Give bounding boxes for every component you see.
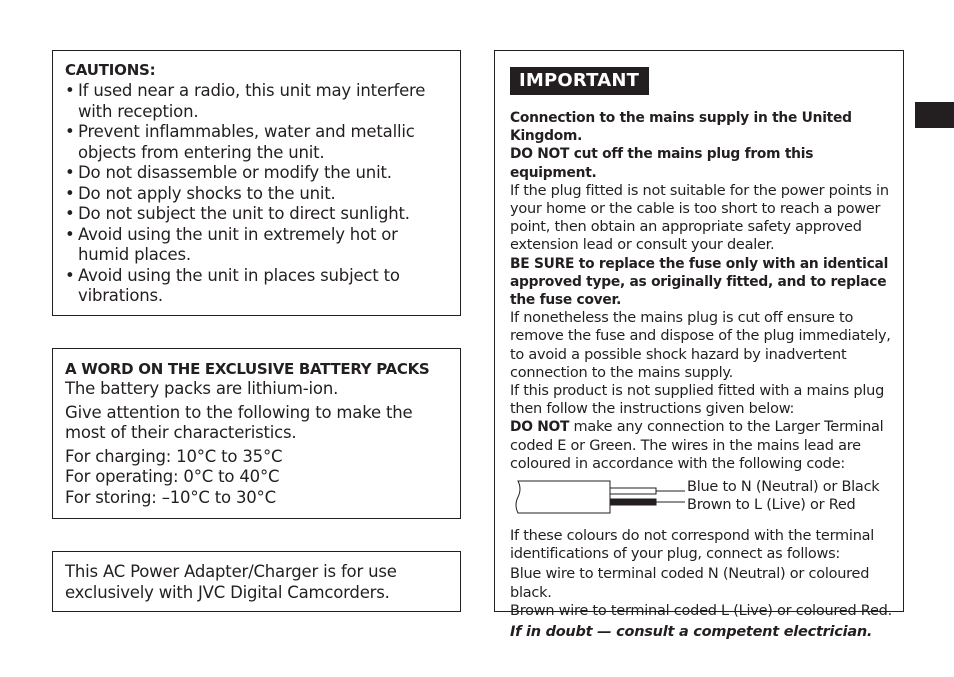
battery-packs-box [52, 348, 461, 519]
wire-labels [687, 478, 879, 514]
important-para-2: If nonetheless the mains plug is cut off ensure to remove the fuse and dispose of the plug immediately, to avoid a possible shock hazard by inadvertent connection to the mains supply. [510, 310, 891, 381]
important-para-7: Brown wire to terminal coded L (Live) or coloured Red. [510, 602, 892, 619]
important-bold-3: BE SURE to replace the fuse only with an identical approved type, as originally fitted, and to replace the fuse cover. [510, 255, 889, 309]
caution-item: • Avoid using the unit in places subject to vibrations. [65, 266, 448, 307]
battery-title: A WORD ON THE EXCLUSIVE BATTERY PACKS [65, 360, 430, 378]
important-final-note: If in doubt — consult a competent electrician. [510, 624, 873, 641]
important-para-1: If the plug fitted is not suitable for the power points in your home or the cable is too short to reach a power point, then obtain an appropriate safety approved extension lead or consult your dealer. [510, 182, 889, 254]
important-badge: IMPORTANT [510, 67, 649, 95]
caution-item: • Do not apply shocks to the unit. [65, 184, 448, 205]
cautions-box [52, 50, 461, 316]
important-para-6: Blue wire to terminal coded N (Neutral) or coloured black. [510, 566, 870, 601]
caution-item: • If used near a radio, this unit may interfere with reception. [65, 81, 448, 122]
important-para-5: If these colours do not correspond with the terminal identifications of your plug, connect as follows: [510, 528, 875, 563]
mains-cable-icon [510, 479, 685, 519]
adapter-text: This AC Power Adapter/Charger is for use exclusively with JVC Digital Camcorders. [65, 562, 397, 602]
adapter-note-box [52, 551, 461, 612]
important-para-4-rest: make any connection to the Larger Terminal coded E or Green. The wires in the mains lead are coloured in accordance with the following code: [510, 419, 884, 472]
important-bold-1: Connection to the mains supply in the United Kingdom. [510, 110, 852, 145]
page-tab-marker-icon [915, 102, 954, 128]
important-content [510, 109, 893, 641]
wire-blue-label: Blue to N (Neutral) or Black [687, 479, 880, 496]
cautions-title: CAUTIONS: [65, 61, 156, 79]
cautions-list [65, 81, 448, 307]
do-not-label: DO NOT [510, 419, 570, 436]
battery-operating: For operating: 0°C to 40°C [65, 467, 280, 486]
important-bold-2: DO NOT cut off the mains plug from this equipment. [510, 146, 814, 181]
battery-line-2: Give attention to the following to make the most of their characteristics. [65, 402, 413, 442]
battery-line-1: The battery packs are lithium-ion. [65, 379, 339, 398]
important-box [494, 50, 904, 641]
important-para-4 [510, 418, 893, 473]
wire-diagram [510, 479, 893, 527]
battery-storing: For storing: –10°C to 30°C [65, 487, 276, 507]
battery-charging: For charging: 10°C to 35°C [65, 446, 283, 466]
wire-brown-label: Brown to L (Live) or Red [687, 497, 856, 514]
caution-item: • Do not subject the unit to direct sunlight. [65, 204, 448, 225]
important-para-3: If this product is not supplied fitted with a mains plug then follow the instructions given below: [510, 383, 885, 418]
caution-item: • Prevent inflammables, water and metallic objects from entering the unit. [65, 122, 448, 163]
caution-item: • Avoid using the unit in extremely hot or humid places. [65, 225, 448, 266]
caution-item: • Do not disassemble or modify the unit. [65, 163, 448, 184]
